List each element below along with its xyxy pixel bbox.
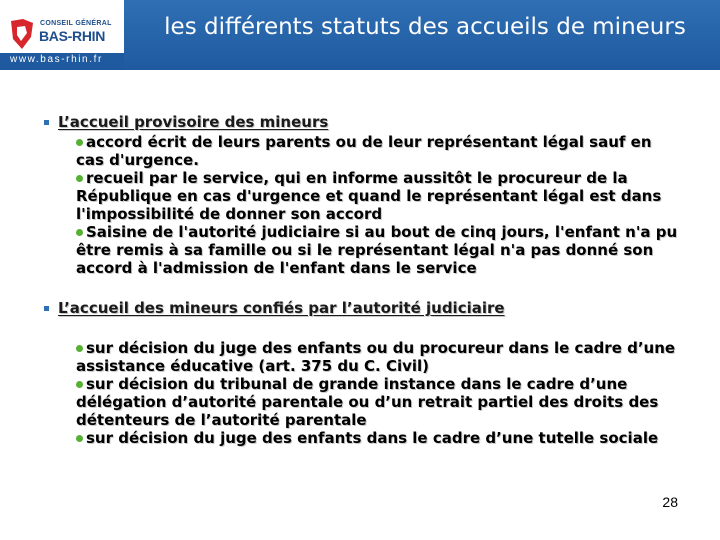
logo [0,0,124,70]
section-heading [44,299,684,317]
list-item-text: sur décision du juge des enfants dans le cadre d’une tutelle sociale [86,429,659,447]
section-judicial [44,299,684,447]
page-number: 28 [662,494,678,510]
slide-header [0,0,720,70]
section-heading-text: L’accueil provisoire des mineurs [58,113,329,131]
bullet-list [44,133,684,277]
square-bullet-icon [44,306,49,311]
slide-content [44,113,684,447]
list-item [76,375,684,429]
list-item-text: recueil par le service, qui en informe aussitôt le procureur de la République en cas d'urgence et quand le représentant légal est dans l'impossibilité de donner son accord [76,169,662,223]
green-bullet-icon [76,175,83,182]
list-item [76,223,684,277]
green-bullet-icon [76,381,83,388]
logo-line2: BAS-RHIN [39,28,106,44]
logo-url[interactable]: www.bas-rhin.fr [10,54,103,65]
green-bullet-icon [76,345,83,352]
list-item [76,169,684,223]
list-item-text: sur décision du tribunal de grande instance dans le cadre d’une délégation d’autorité parentale ou d’un retrait partiel des droits des détenteurs de l’autorité parentale [76,375,659,429]
logo-line1: CONSEIL GÉNÉRAL [40,20,112,27]
list-item [76,339,684,375]
list-item [76,429,684,447]
slide-title: les différents statuts des accueils de mineurs [164,14,686,40]
list-item-text: accord écrit de leurs parents ou de leur représentant légal sauf en cas d'urgence. [76,133,652,169]
section-heading-text: L’accueil des mineurs confiés par l’autorité judiciaire [58,299,505,317]
list-item-text: sur décision du juge des enfants ou du procureur dans le cadre d’une assistance éducative (art. 375 du C. Civil) [76,339,676,375]
bas-rhin-logo-icon [9,17,35,51]
green-bullet-icon [76,139,83,146]
section-heading [44,113,684,131]
list-item [76,133,684,169]
section-provisional [44,113,684,277]
square-bullet-icon [44,120,49,125]
bullet-list [44,339,684,447]
list-item-text: Saisine de l'autorité judiciaire si au bout de cinq jours, l'enfant n'a pu être remis à sa famille ou si le représentant légal n'a pas donné son accord à l'admission de l'enfant dans le service [76,223,678,277]
green-bullet-icon [76,229,83,236]
logo-url-bar [0,53,124,70]
green-bullet-icon [76,435,83,442]
